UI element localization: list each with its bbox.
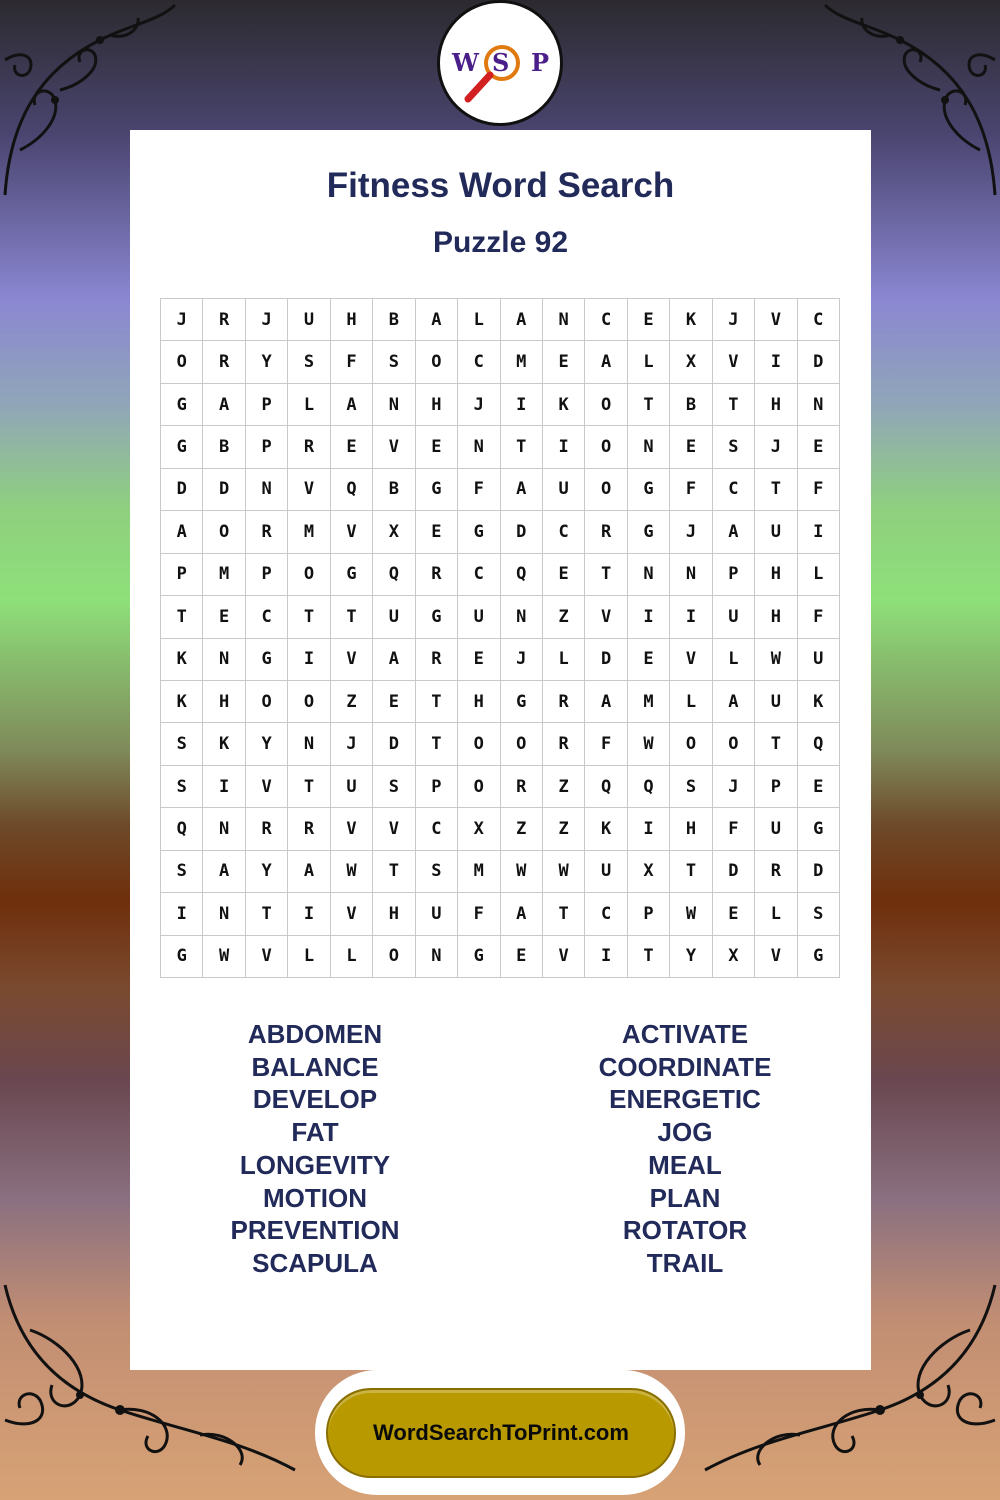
grid-cell[interactable]: G [458,511,500,553]
grid-cell[interactable]: Y [246,723,288,765]
grid-cell[interactable]: G [161,384,203,426]
grid-cell[interactable]: K [585,808,627,850]
grid-cell[interactable]: C [798,299,840,341]
logo-letter-p: P [531,48,550,77]
grid-cell[interactable]: E [628,639,670,681]
grid-cell[interactable]: M [501,341,543,383]
grid-cell[interactable]: I [585,936,627,978]
grid-cell[interactable]: G [416,596,458,638]
grid-cell[interactable]: A [501,299,543,341]
grid-cell[interactable]: W [501,851,543,893]
grid-cell[interactable]: R [203,341,245,383]
grid-cell[interactable]: O [713,723,755,765]
word-list-item: LONGEVITY [239,1149,391,1180]
grid-cell[interactable]: V [713,341,755,383]
grid-cell[interactable]: K [798,681,840,723]
grid-cell[interactable]: L [288,384,330,426]
word-list-item: ACTIVATE [621,1019,749,1049]
grid-cell[interactable]: J [713,299,755,341]
grid-cell[interactable]: O [501,723,543,765]
word-list-item: MOTION [263,1182,367,1213]
grid-cell[interactable]: L [628,341,670,383]
grid-cell[interactable]: T [755,723,797,765]
grid-cell[interactable]: G [798,808,840,850]
grid-cell[interactable]: D [373,723,415,765]
grid-cell[interactable]: V [543,936,585,978]
grid-cell[interactable]: G [246,639,288,681]
grid-cell[interactable]: J [161,299,203,341]
grid-cell[interactable]: O [670,723,712,765]
grid-cell[interactable]: W [628,723,670,765]
grid-cell[interactable]: O [246,681,288,723]
grid-cell[interactable]: E [373,681,415,723]
grid-cell[interactable]: R [416,639,458,681]
grid-cell[interactable]: A [331,384,373,426]
grid-cell[interactable]: S [416,851,458,893]
grid-cell[interactable]: A [585,681,627,723]
website-link-button[interactable]: WordSearchToPrint.com [326,1388,676,1478]
grid-cell[interactable]: L [543,639,585,681]
grid-cell[interactable]: R [501,766,543,808]
grid-cell[interactable]: I [670,596,712,638]
puzzle-number: Puzzle 92 [432,226,569,259]
grid-cell[interactable]: P [628,893,670,935]
grid-cell[interactable]: T [373,851,415,893]
grid-cell[interactable]: V [288,469,330,511]
grid-cell[interactable]: A [203,851,245,893]
grid-cell[interactable]: U [458,596,500,638]
grid-cell[interactable]: K [161,681,203,723]
grid-cell[interactable]: T [331,596,373,638]
grid-cell[interactable]: G [416,469,458,511]
grid-cell[interactable]: I [288,639,330,681]
grid-cell[interactable]: G [161,936,203,978]
grid-cell[interactable]: X [458,808,500,850]
grid-cell[interactable]: N [458,426,500,468]
grid-cell[interactable]: B [203,426,245,468]
grid-cell[interactable]: U [755,511,797,553]
grid-cell[interactable]: A [288,851,330,893]
logo-letter-w: W [452,48,479,77]
grid-cell[interactable]: N [288,723,330,765]
grid-cell[interactable]: V [755,299,797,341]
grid-cell[interactable]: O [203,511,245,553]
grid-cell[interactable]: T [416,723,458,765]
grid-cell[interactable]: Q [585,766,627,808]
word-list-item: DEVELOP [252,1084,378,1115]
grid-cell[interactable]: Z [543,766,585,808]
grid-cell[interactable]: G [501,681,543,723]
grid-cell[interactable]: Y [246,851,288,893]
grid-cell[interactable]: R [288,808,330,850]
grid-cell[interactable]: T [288,766,330,808]
grid-cell[interactable]: F [670,469,712,511]
grid-cell[interactable]: V [670,639,712,681]
grid-cell[interactable]: S [373,341,415,383]
grid-cell[interactable]: Y [670,936,712,978]
grid-cell[interactable]: H [755,554,797,596]
grid-cell[interactable]: I [543,426,585,468]
grid-cell[interactable]: S [288,341,330,383]
grid-cell[interactable]: J [713,766,755,808]
grid-cell[interactable]: E [798,426,840,468]
grid-cell[interactable]: A [203,384,245,426]
grid-cell[interactable]: C [543,511,585,553]
grid-cell[interactable]: I [755,341,797,383]
grid-cell[interactable]: A [161,511,203,553]
grid-cell[interactable]: V [331,808,373,850]
grid-cell[interactable]: R [246,511,288,553]
grid-cell[interactable]: J [246,299,288,341]
grid-cell[interactable]: X [670,341,712,383]
grid-cell[interactable]: P [246,426,288,468]
grid-cell[interactable]: N [670,554,712,596]
grid-cell[interactable]: N [416,936,458,978]
grid-cell[interactable]: I [798,511,840,553]
grid-cell[interactable]: O [288,681,330,723]
grid-cell[interactable]: B [373,469,415,511]
grid-cell[interactable]: V [755,936,797,978]
grid-cell[interactable]: H [755,384,797,426]
grid-cell[interactable]: M [288,511,330,553]
grid-cell[interactable]: U [288,299,330,341]
grid-cell[interactable]: C [416,808,458,850]
grid-cell[interactable]: Q [161,808,203,850]
grid-cell[interactable]: E [203,596,245,638]
word-list-item: ABDOMEN [247,1019,383,1049]
grid-cell[interactable]: X [373,511,415,553]
grid-cell[interactable]: E [543,554,585,596]
grid-cell[interactable]: N [628,426,670,468]
word-list-item: BALANCE [251,1051,379,1082]
grid-cell[interactable]: K [161,639,203,681]
grid-cell[interactable]: R [543,681,585,723]
grid-cell[interactable]: H [670,808,712,850]
grid-cell[interactable]: O [458,766,500,808]
grid-cell[interactable]: S [161,851,203,893]
grid-cell[interactable]: Q [373,554,415,596]
grid-cell[interactable]: C [246,596,288,638]
grid-cell[interactable]: B [373,299,415,341]
grid-cell[interactable]: A [501,469,543,511]
grid-cell[interactable]: E [543,341,585,383]
grid-cell[interactable]: V [331,511,373,553]
grid-cell[interactable]: U [416,893,458,935]
grid-cell[interactable]: C [585,299,627,341]
grid-cell[interactable]: C [458,341,500,383]
grid-cell[interactable]: N [203,639,245,681]
grid-cell[interactable]: W [670,893,712,935]
grid-cell[interactable]: Q [331,469,373,511]
grid-cell[interactable]: G [798,936,840,978]
grid-cell[interactable]: V [373,426,415,468]
grid-cell[interactable]: P [755,766,797,808]
grid-cell[interactable]: E [331,426,373,468]
grid-cell[interactable]: Z [543,808,585,850]
grid-cell[interactable]: T [628,384,670,426]
grid-cell[interactable]: U [755,681,797,723]
grid-cell[interactable]: Y [246,341,288,383]
grid-cell[interactable]: N [203,893,245,935]
wsp-logo[interactable] [437,0,563,126]
grid-cell[interactable]: L [288,936,330,978]
word-list-item: ROTATOR [622,1215,748,1246]
grid-cell[interactable]: U [543,469,585,511]
grid-cell[interactable]: E [416,426,458,468]
grid-cell[interactable]: R [585,511,627,553]
grid-cell[interactable]: S [161,766,203,808]
grid-cell[interactable]: T [501,426,543,468]
grid-cell[interactable]: C [458,554,500,596]
grid-cell[interactable]: H [416,384,458,426]
grid-cell[interactable]: A [585,341,627,383]
grid-cell[interactable]: L [755,893,797,935]
grid-cell[interactable]: E [416,511,458,553]
grid-cell[interactable]: J [755,426,797,468]
grid-cell[interactable]: R [203,299,245,341]
page-title: Fitness Word Search [326,166,675,205]
grid-cell[interactable]: D [585,639,627,681]
grid-cell[interactable]: F [458,893,500,935]
grid-cell[interactable]: I [161,893,203,935]
grid-cell[interactable]: L [331,936,373,978]
grid-cell[interactable]: T [161,596,203,638]
grid-cell[interactable]: Z [331,681,373,723]
grid-cell[interactable]: M [458,851,500,893]
grid-cell[interactable]: V [331,639,373,681]
word-list-item: MEAL [648,1149,722,1180]
grid-cell[interactable]: A [501,893,543,935]
letter-grid [160,298,840,978]
grid-cell[interactable]: S [713,426,755,468]
grid-cell[interactable]: Q [628,766,670,808]
grid-cell[interactable]: F [331,341,373,383]
grid-cell[interactable]: G [628,469,670,511]
grid-cell[interactable]: E [670,426,712,468]
grid-cell[interactable]: U [798,639,840,681]
grid-cell[interactable]: R [288,426,330,468]
word-list-item: ENERGETIC [609,1084,761,1115]
word-list-right [500,1018,870,1280]
grid-cell[interactable]: T [543,893,585,935]
grid-cell[interactable]: O [585,384,627,426]
grid-cell[interactable]: E [458,639,500,681]
grid-cell[interactable]: F [798,469,840,511]
grid-cell[interactable]: R [543,723,585,765]
grid-cell[interactable]: O [373,936,415,978]
grid-cell[interactable]: J [331,723,373,765]
grid-cell[interactable]: O [585,469,627,511]
grid-cell[interactable]: U [373,596,415,638]
grid-cell[interactable]: T [585,554,627,596]
word-list-item: COORDINATE [598,1051,772,1082]
grid-cell[interactable]: N [628,554,670,596]
grid-cell[interactable]: H [203,681,245,723]
grid-cell[interactable]: K [203,723,245,765]
grid-cell[interactable]: I [628,808,670,850]
grid-cell[interactable]: Q [501,554,543,596]
grid-cell[interactable]: F [798,596,840,638]
grid-cell[interactable]: T [755,469,797,511]
grid-cell[interactable]: C [713,469,755,511]
grid-cell[interactable]: V [331,893,373,935]
grid-cell[interactable]: V [585,596,627,638]
grid-cell[interactable]: G [331,554,373,596]
grid-cell[interactable]: O [585,426,627,468]
grid-cell[interactable]: I [628,596,670,638]
grid-cell[interactable]: S [670,766,712,808]
grid-cell[interactable]: V [373,808,415,850]
grid-cell[interactable]: A [713,681,755,723]
grid-cell[interactable]: T [713,384,755,426]
grid-cell[interactable]: W [755,639,797,681]
grid-cell[interactable]: P [161,554,203,596]
grid-cell[interactable]: D [501,511,543,553]
grid-cell[interactable]: J [670,511,712,553]
grid-cell[interactable]: D [798,851,840,893]
grid-cell[interactable]: G [628,511,670,553]
grid-cell[interactable]: O [288,554,330,596]
grid-cell[interactable]: V [246,766,288,808]
grid-cell[interactable]: P [416,766,458,808]
grid-cell[interactable]: W [543,851,585,893]
grid-cell[interactable]: X [713,936,755,978]
grid-cell[interactable]: N [798,384,840,426]
puzzle-card [130,130,871,1370]
grid-cell[interactable]: D [161,469,203,511]
grid-cell[interactable]: T [628,936,670,978]
grid-cell[interactable]: F [458,469,500,511]
grid-cell[interactable]: U [755,808,797,850]
grid-cell[interactable]: X [628,851,670,893]
grid-cell[interactable]: B [670,384,712,426]
grid-cell[interactable]: W [203,936,245,978]
grid-cell[interactable]: A [713,511,755,553]
grid-cell[interactable]: N [501,596,543,638]
grid-cell[interactable]: M [628,681,670,723]
word-list-item: SCAPULA [252,1247,378,1278]
word-list-item: JOG [657,1117,713,1148]
grid-cell[interactable]: T [246,893,288,935]
grid-cell[interactable]: C [585,893,627,935]
grid-cell[interactable]: U [331,766,373,808]
grid-cell[interactable]: F [585,723,627,765]
grid-cell[interactable]: O [416,341,458,383]
grid-cell[interactable]: A [416,299,458,341]
grid-cell[interactable]: Z [543,596,585,638]
grid-cell[interactable]: E [798,766,840,808]
grid-cell[interactable]: G [458,936,500,978]
grid-cell[interactable]: A [373,639,415,681]
grid-cell[interactable]: J [458,384,500,426]
grid-cell[interactable]: F [713,808,755,850]
grid-cell[interactable]: O [458,723,500,765]
logo-letter-s: S [492,48,510,77]
grid-cell[interactable]: Q [798,723,840,765]
grid-cell[interactable]: I [203,766,245,808]
grid-cell[interactable]: K [543,384,585,426]
grid-cell[interactable]: H [331,299,373,341]
grid-cell[interactable]: G [161,426,203,468]
word-list-item: TRAIL [646,1247,724,1278]
grid-cell[interactable]: D [203,469,245,511]
grid-cell[interactable]: P [246,554,288,596]
grid-cell[interactable]: H [373,893,415,935]
grid-cell[interactable]: L [670,681,712,723]
grid-cell[interactable]: N [543,299,585,341]
word-list-item: FAT [291,1117,339,1148]
grid-cell[interactable]: E [713,893,755,935]
grid-cell[interactable]: V [246,936,288,978]
word-list-item: PREVENTION [230,1215,400,1246]
grid-cell[interactable]: N [203,808,245,850]
grid-cell[interactable]: D [798,341,840,383]
grid-cell[interactable]: U [713,596,755,638]
grid-cell[interactable]: R [416,554,458,596]
grid-cell[interactable]: I [288,893,330,935]
grid-cell[interactable]: W [331,851,373,893]
grid-cell[interactable]: R [246,808,288,850]
grid-cell[interactable]: L [798,554,840,596]
grid-cell[interactable]: S [373,766,415,808]
grid-cell[interactable]: H [755,596,797,638]
grid-cell[interactable]: M [203,554,245,596]
grid-cell[interactable]: J [501,639,543,681]
grid-cell[interactable]: I [501,384,543,426]
grid-cell[interactable]: L [458,299,500,341]
word-list-left [130,1018,500,1280]
grid-cell[interactable]: T [670,851,712,893]
grid-cell[interactable]: H [458,681,500,723]
grid-cell[interactable]: T [288,596,330,638]
grid-cell[interactable]: S [161,723,203,765]
grid-cell[interactable]: E [501,936,543,978]
grid-cell[interactable]: P [713,554,755,596]
word-list-item: PLAN [649,1182,721,1213]
grid-cell[interactable]: D [713,851,755,893]
grid-cell[interactable]: S [798,893,840,935]
grid-cell[interactable]: L [713,639,755,681]
grid-cell[interactable]: T [416,681,458,723]
grid-cell[interactable]: P [246,384,288,426]
grid-cell[interactable]: E [628,299,670,341]
grid-cell[interactable]: N [246,469,288,511]
grid-cell[interactable]: R [755,851,797,893]
grid-cell[interactable]: Z [501,808,543,850]
grid-cell[interactable]: K [670,299,712,341]
grid-cell[interactable]: O [161,341,203,383]
grid-cell[interactable]: N [373,384,415,426]
grid-cell[interactable]: U [585,851,627,893]
